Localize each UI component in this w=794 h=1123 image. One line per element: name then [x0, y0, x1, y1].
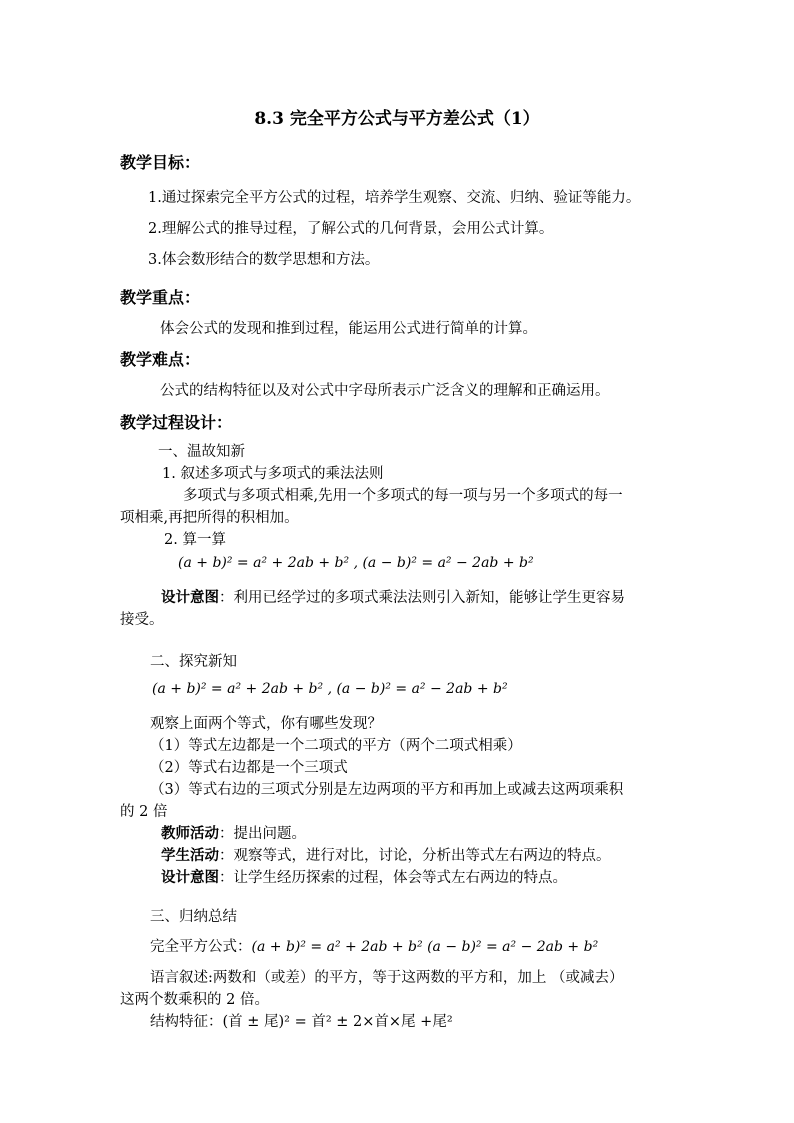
student-activity: [161, 844, 611, 865]
objective-item: 1.通过探索完全平方公式的过程，培养学生观察、交流、归纳、验证等能力。: [148, 190, 641, 206]
objectives-heading: 教学目标：: [120, 153, 201, 172]
part1-design-intent-cont: 接受。: [120, 612, 164, 628]
part2-question: 观察上面两个等式，你有哪些发现？: [150, 716, 382, 732]
part2-formula: (a + b)² = a² + 2ab + b² , (a − b)² = a² − 2ab + b²: [152, 681, 508, 697]
part3-formula-line: [150, 935, 598, 956]
key-heading: 教学重点：: [120, 288, 201, 307]
part1-heading: 一、温故知新: [158, 444, 245, 460]
structure-feature: 结构特征：(首 ± 尾)² = 首² ± 2×首×尾 +尾²: [150, 1014, 453, 1030]
design-intent-label: 设计意图: [161, 589, 219, 606]
part1-design-intent: [161, 586, 625, 607]
part1-formula: (a + b)² = a² + 2ab + b² , (a − b)² = a² − 2ab + b²: [178, 555, 534, 571]
teacher-activity-text: ：提出问题。: [219, 826, 306, 842]
part2-heading: 二、探究新知: [150, 654, 237, 670]
formula-label: 完全平方公式：: [150, 939, 252, 955]
part2-observation: （3）等式右边的三项式分别是左边两项的平方和再加上或减去这两项乘积: [150, 782, 624, 798]
part3-formula: (a + b)² = a² + 2ab + b² (a − b)² = a² − 2ab + b²: [251, 939, 599, 955]
objective-item: 2.理解公式的推导过程，了解公式的几何背景，会用公式计算。: [148, 221, 554, 237]
design-intent-text: ：利用已经学过的多项式乘法法则引入新知，能够让学生更容易: [219, 590, 625, 606]
key-text: 体会公式的发现和推到过程，能运用公式进行简单的计算。: [160, 321, 537, 337]
part1-item1: 1. 叙述多项式与多项式的乘法法则: [162, 466, 384, 482]
part1-item1-text: 多项式与多项式相乘,先用一个多项式的每一项与另一个多项式的每一: [183, 488, 623, 504]
document-title: 8.3 完全平方公式与平方差公式（1）: [254, 109, 540, 129]
design-intent-text: ：让学生经历探索的过程，体会等式左右两边的特点。: [219, 870, 567, 886]
design-intent-label: 设计意图: [161, 869, 219, 886]
part2-observation-cont: 的 2 倍: [120, 804, 168, 820]
verbal-description-cont: 这两个数乘积的 2 倍。: [120, 992, 269, 1008]
teacher-activity: [161, 822, 306, 843]
objective-item: 3.体会数形结合的数学思想和方法。: [148, 252, 380, 268]
process-heading: 教学过程设计：: [120, 413, 233, 432]
verbal-description: 语言叙述:两数和（或差）的平方，等于这两数的平方和，加上 （或减去）: [150, 970, 624, 986]
part1-item1-text-cont: 项相乘,再把所得的积相加。: [120, 510, 299, 526]
student-activity-text: ：观察等式，进行对比，讨论，分析出等式左右两边的特点。: [219, 848, 611, 864]
difficulty-text: 公式的结构特征以及对公式中字母所表示广泛含义的理解和正确运用。: [160, 383, 610, 399]
difficulty-heading: 教学难点：: [120, 350, 201, 369]
student-activity-label: 学生活动: [161, 847, 219, 864]
part2-observation: （1）等式左边都是一个二项式的平方（两个二项式相乘）: [150, 738, 522, 754]
part3-heading: 三、归纳总结: [150, 909, 237, 925]
part2-observation: （2）等式右边都是一个三项式: [150, 760, 348, 776]
part2-design-intent: [161, 866, 567, 887]
part1-item2: 2. 算一算: [164, 532, 226, 548]
teacher-activity-label: 教师活动: [161, 825, 219, 842]
